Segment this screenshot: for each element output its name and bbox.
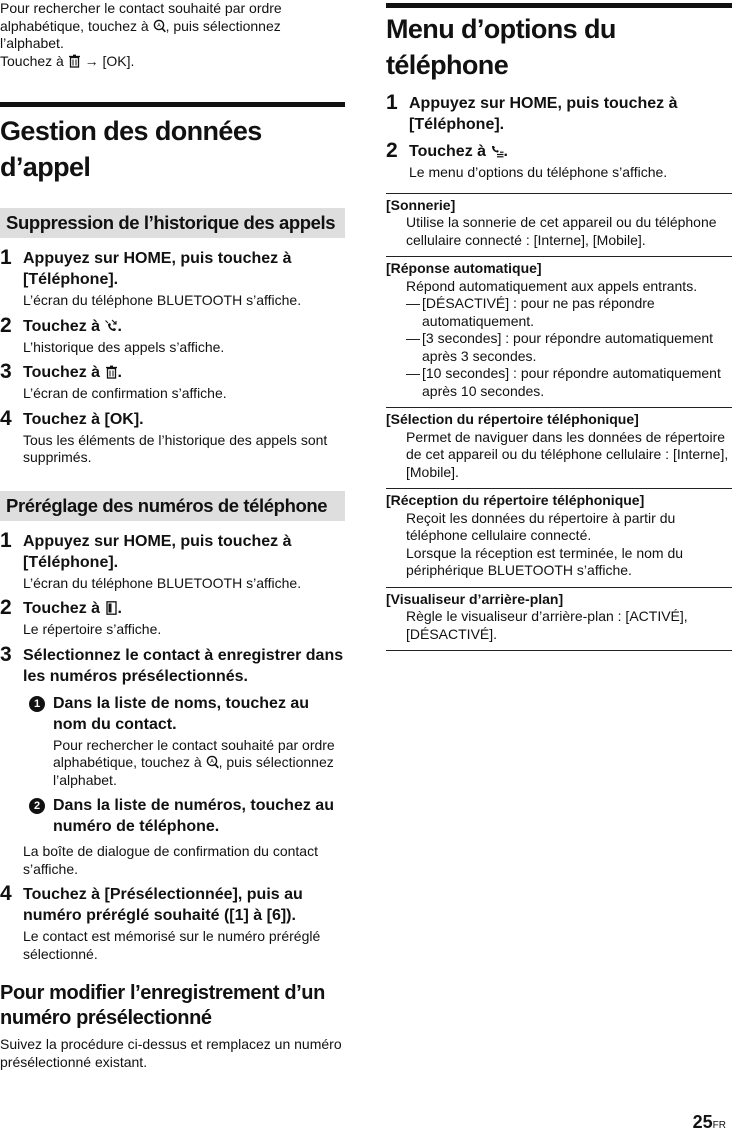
option-background-visualizer (386, 587, 732, 651)
option-desc: Permet de naviguer dans les données de répertoire de cet appareil ou du téléphone cellulaire : [Interne], [Mobile]. (406, 428, 729, 480)
option-title: [Réception du répertoire téléphonique] (386, 492, 645, 508)
substep-desc-end: , puis sélectionnez l’alphabet. (53, 754, 334, 788)
step-number: 4 (0, 406, 12, 430)
step-title: Appuyez sur HOME, puis touchez à [Téléphone]. (23, 250, 292, 288)
step-desc: Le répertoire s’affiche. (23, 621, 162, 637)
options-step-2 (386, 141, 732, 182)
step-title-end: . (117, 317, 122, 335)
substep-1 (0, 693, 345, 790)
option-title: [Visualiseur d’arrière-plan] (386, 590, 564, 607)
step-number: 4 (0, 882, 12, 905)
option-desc: Règle le visualiseur d’arrière-plan : [ACTIVÉ], [DÉSACTIVÉ]. (406, 608, 688, 642)
step-title-end: . (117, 364, 122, 381)
modify-heading: Pour modifier l’enregistrement d’un numéro présélectionné (0, 982, 325, 1029)
svg-text:A: A (156, 22, 161, 29)
step-desc: L’historique des appels s’affiche. (23, 338, 225, 355)
circled-number: 1 (29, 696, 45, 712)
step-title: Touchez à [OK]. (23, 410, 144, 428)
step-desc: L’écran du téléphone BLUETOOTH s’affiche. (23, 574, 302, 591)
step-title-end: . (117, 600, 122, 617)
option-title: [Sélection du répertoire téléphonique] (386, 411, 639, 427)
option-auto-answer (386, 256, 732, 407)
option-item: — [10 secondes] : pour répondre automatiquement après 10 secondes. (386, 365, 732, 400)
step-number: 1 (386, 91, 398, 114)
preset-step-1 (0, 528, 345, 593)
circled-number: 2 (29, 798, 45, 814)
title-rule (0, 102, 345, 107)
page-lang: FR (712, 1120, 726, 1131)
option-phonebook-select (386, 407, 732, 488)
option-desc: Utilise la sonnerie de cet appareil ou du téléphone cellulaire connecté : [Interne], [Mobile]. (406, 214, 717, 248)
substep-title: Dans la liste de numéros, touchez au numéro de téléphone. (53, 797, 334, 835)
trash-icon (105, 365, 118, 379)
step-3 (0, 362, 345, 403)
step-number: 2 (0, 596, 12, 619)
option-item: — [DÉSACTIVÉ] : pour ne pas répondre automatiquement. (386, 295, 732, 330)
title-rule-right (386, 3, 732, 8)
step-desc: L’écran de confirmation s’affiche. (23, 385, 227, 401)
intro-text-3: Touchez à (0, 52, 64, 69)
step-title: Sélectionnez le contact à enregistrer dans les numéros présélectionnés. (23, 646, 344, 685)
modify-text: Suivez la procédure ci-dessus et remplacez un numéro présélectionné existant. (0, 1036, 342, 1070)
page-title-left: Gestion des données d’appel (0, 116, 262, 182)
substep-desc: Pour rechercher le contact souhaité par ordre alphabétique, touchez à (53, 736, 335, 770)
step-1 (0, 248, 345, 310)
step-2 (0, 313, 345, 357)
step-number: 1 (0, 246, 12, 269)
intro-text-4: [OK]. (102, 52, 135, 69)
step-number: 2 (0, 313, 12, 337)
confirm-dialog-note: La boîte de dialogue de confirmation du contact s’affiche. (23, 843, 318, 877)
substep-2 (0, 795, 345, 837)
step-desc: Le contact est mémorisé sur le numéro préréglé sélectionné. (23, 928, 321, 962)
step-desc: L’écran du téléphone BLUETOOTH s’affiche. (23, 292, 302, 308)
step-title: Appuyez sur HOME, puis touchez à [Téléphone]. (409, 95, 678, 133)
option-desc-2: Lorsque la réception est terminée, le nom du périphérique BLUETOOTH s’affiche. (406, 544, 684, 578)
intro-text-2: , puis sélectionnez l’alphabet. (0, 17, 281, 51)
step-title: Touchez à (23, 364, 101, 381)
phonebook-icon (105, 601, 118, 615)
option-title: [Sonnerie] (386, 196, 456, 213)
step-title-end: . (503, 143, 508, 160)
step-title: Touchez à (23, 600, 101, 617)
options-step-1 (386, 93, 732, 135)
step-number: 2 (386, 139, 398, 162)
step-title: Touchez à (23, 317, 101, 335)
intro-text: Pour rechercher le contact souhaité par ordre alphabétique, touchez à (0, 0, 282, 34)
step-title: Touchez à [Présélectionnée], puis au numéro préréglé souhaité ([1] à [6]). (23, 886, 303, 924)
step-number: 1 (0, 528, 12, 552)
option-desc: Répond automatiquement aux appels entrants. (406, 277, 698, 294)
section-heading-preset-numbers: Préréglage des numéros de téléphone (0, 491, 345, 521)
preset-step-3 (0, 642, 345, 687)
option-ringtone (386, 193, 732, 257)
step-number: 3 (0, 642, 12, 666)
step-title: Touchez à (409, 143, 487, 160)
step-number: 3 (0, 360, 12, 383)
options-steps (386, 93, 732, 182)
option-title: [Réponse automatique] (386, 260, 542, 276)
page-title-right: Menu d’options du téléphone (386, 14, 616, 80)
step-4 (0, 406, 345, 467)
right-column (386, 0, 732, 651)
page-number-value: 25 (692, 1112, 713, 1132)
search-icon (206, 755, 219, 769)
phone-options-icon (491, 144, 504, 158)
trash-icon (68, 54, 81, 68)
preset-step-4 (0, 884, 345, 963)
left-column (0, 0, 345, 1071)
page-number (693, 1112, 726, 1133)
arrow-icon: → (84, 52, 99, 69)
options-list (386, 193, 732, 652)
step-title: Appuyez sur HOME, puis touchez à [Téléphone]. (23, 532, 292, 571)
svg-text:A: A (209, 759, 214, 766)
option-item: — [3 secondes] : pour répondre automatiquement après 3 secondes. (386, 330, 732, 365)
intro-paragraph (0, 0, 345, 70)
option-desc: Reçoit les données du répertoire à partir du téléphone cellulaire connecté. (406, 509, 676, 543)
delete-history-steps (0, 248, 345, 467)
option-phonebook-receive (386, 488, 732, 587)
preset-step-2 (0, 598, 345, 639)
search-icon (153, 19, 166, 33)
substep-title: Dans la liste de noms, touchez au nom du contact. (53, 694, 310, 733)
section-heading-delete-history: Suppression de l’historique des appels (0, 208, 345, 238)
step-desc: Tous les éléments de l’historique des appels sont supprimés. (23, 431, 328, 465)
preset-steps (0, 528, 345, 964)
step-desc: Le menu d’options du téléphone s’affiche. (409, 164, 668, 180)
call-history-icon (105, 319, 118, 333)
